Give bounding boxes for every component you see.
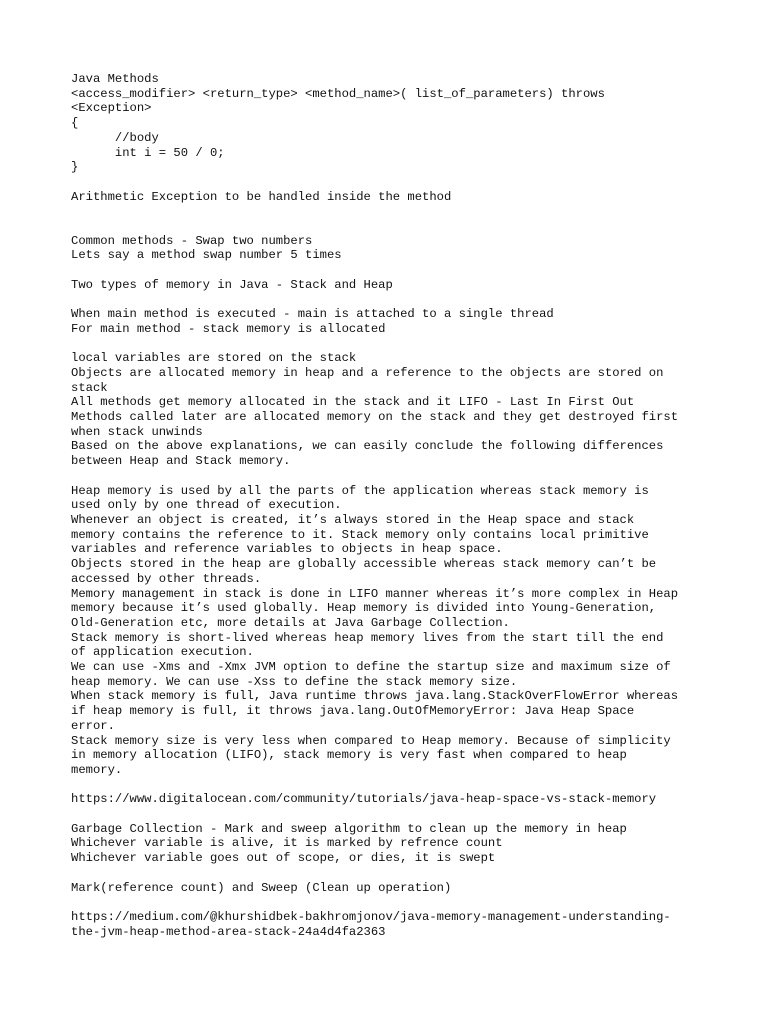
text-line: error.: [71, 718, 115, 733]
text-line: Objects are allocated memory in heap and a reference to the objects are stored on: [71, 365, 664, 380]
text-line: [71, 807, 711, 822]
text-line: For main method - stack memory is allocated: [71, 321, 386, 336]
text-line: When main method is executed - main is attached to a single thread: [71, 307, 554, 322]
text-line: We can use -Xms and -Xmx JVM option to define the startup size and maximum size of: [71, 660, 671, 675]
text-line: in memory allocation (LIFO), stack memory is very fast when compared to heap: [71, 748, 627, 763]
text-line: [71, 292, 711, 307]
text-line: <access_modifier> <return_type> <method_name>( list_of_parameters) throws: [71, 86, 605, 101]
text-line: Common methods - Swap two numbers: [71, 233, 313, 248]
text-line: Whichever variable goes out of scope, or dies, it is swept: [71, 851, 496, 866]
text-line: Objects stored in the heap are globally accessible whereas stack memory can’t be: [71, 557, 657, 572]
text-line: Garbage Collection - Mark and sweep algorithm to clean up the memory in heap: [71, 821, 627, 836]
text-line: Mark(reference count) and Sweep (Clean up operation): [71, 880, 452, 895]
text-line: accessed by other threads.: [71, 571, 262, 586]
text-line: [71, 866, 711, 881]
text-line: Memory management in stack is done in LIFO manner whereas it’s more complex in Heap: [71, 586, 679, 601]
text-line: Methods called later are allocated memory on the stack and they get destroyed first: [71, 410, 679, 425]
text-line: the-jvm-heap-method-area-stack-24a4d4fa2363: [71, 924, 386, 939]
text-line: Based on the above explanations, we can easily conclude the following differences: [71, 439, 664, 454]
text-line: variables and reference variables to objects in heap space.: [71, 542, 503, 557]
text-line: Stack memory size is very less when compared to Heap memory. Because of simplicity: [71, 733, 671, 748]
text-line: Whenever an object is created, it’s always stored in the Heap space and stack: [71, 512, 635, 527]
text-line: [71, 175, 711, 190]
text-line: [71, 469, 711, 484]
text-line: {: [71, 116, 79, 131]
text-line: https://medium.com/@khurshidbek-bakhromjonov/java-memory-management-understanding-: [71, 909, 671, 924]
text-line: <Exception>: [71, 101, 152, 116]
text-line: Heap memory is used by all the parts of the application whereas stack memory is: [71, 483, 649, 498]
text-line: of application execution.: [71, 645, 254, 660]
text-line: used only by one thread of execution.: [71, 498, 342, 513]
text-line: when stack unwinds: [71, 424, 203, 439]
text-line: [71, 263, 711, 278]
text-line: Lets say a method swap number 5 times: [71, 248, 342, 263]
text-line: heap memory. We can use -Xss to define the stack memory size.: [71, 674, 518, 689]
text-line: memory contains the reference to it. Stack memory only contains local primitive: [71, 527, 649, 542]
text-line: Old-Generation etc, more details at Java Garbage Collection.: [71, 615, 510, 630]
text-line: Stack memory is short-lived whereas heap memory lives from the start till the end: [71, 630, 664, 645]
text-line: stack: [71, 380, 108, 395]
text-line: Arithmetic Exception to be handled inside the method: [71, 189, 452, 204]
text-line: [71, 204, 711, 219]
text-line: }: [71, 160, 79, 175]
text-line: Java Methods: [71, 72, 159, 86]
text-line: memory.: [71, 762, 123, 777]
text-line: if heap memory is full, it throws java.lang.OutOfMemoryError: Java Heap Space: [71, 704, 635, 719]
text-line: memory because it’s used globally. Heap memory is divided into Young-Generation,: [71, 601, 657, 616]
text-line: [71, 337, 711, 352]
text-line: [71, 895, 711, 910]
text-line: Whichever variable is alive, it is marked by refrence count: [71, 836, 503, 851]
text-line: [71, 219, 711, 234]
text-line: Two types of memory in Java - Stack and Heap: [71, 277, 393, 292]
text-line: int i = 50 / 0;: [71, 145, 225, 160]
text-line: [71, 778, 711, 793]
text-line: https://www.digitalocean.com/community/tutorials/java-heap-space-vs-stack-memory: [71, 792, 657, 807]
text-line: between Heap and Stack memory.: [71, 454, 291, 469]
text-line: //body: [71, 130, 159, 145]
document-text: [71, 72, 711, 939]
text-line: All methods get memory allocated in the stack and it LIFO - Last In First Out: [71, 395, 635, 410]
text-line: local variables are stored on the stack: [71, 351, 357, 366]
text-line: When stack memory is full, Java runtime throws java.lang.StackOverFlowError whereas: [71, 689, 679, 704]
